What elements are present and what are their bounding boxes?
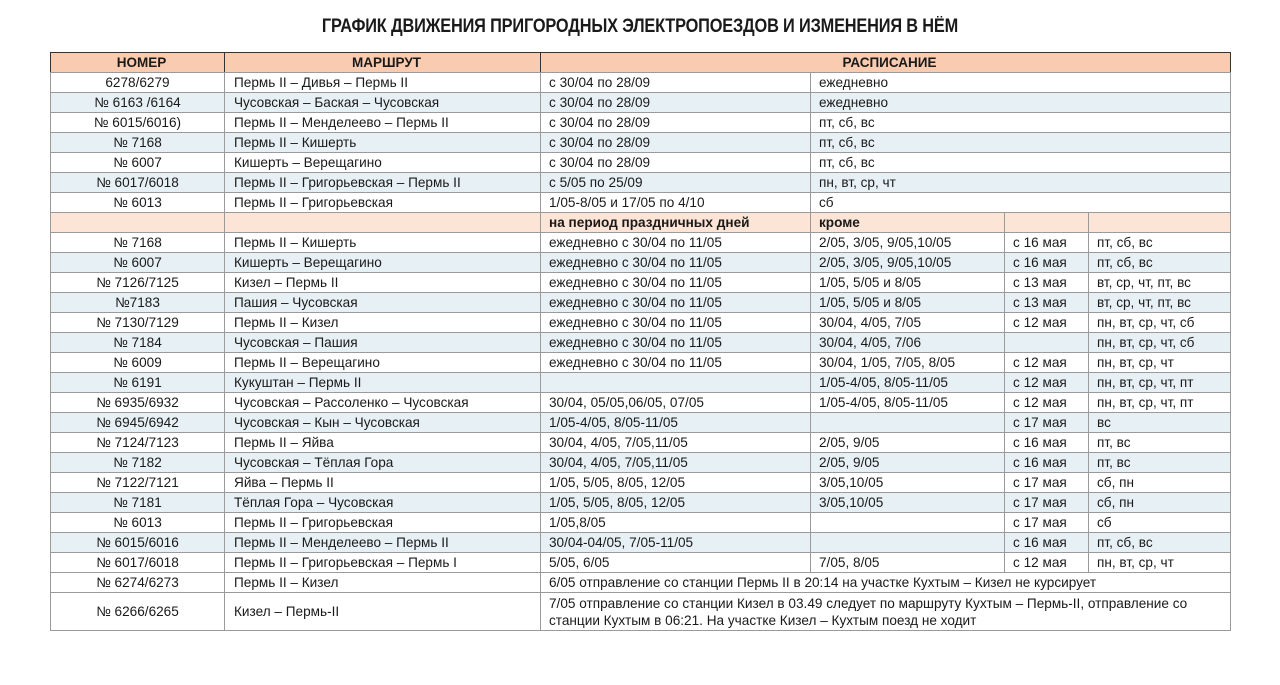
holiday-cell: 1/05, 5/05, 8/05, 12/05 xyxy=(541,493,811,513)
table-row xyxy=(51,93,1231,113)
days-cell: вт, ср, чт, пт, вс xyxy=(1089,273,1231,293)
subheader-row xyxy=(51,213,1231,233)
note-cell: 6/05 отправление со станции Пермь II в 20:14 на участке Кухтым – Кизел не курсирует xyxy=(541,573,1231,593)
train-number: № 7168 xyxy=(51,233,225,253)
train-number: № 7168 xyxy=(51,133,225,153)
except-cell: 1/05, 5/05 и 8/05 xyxy=(811,273,1005,293)
table-row xyxy=(51,273,1231,293)
route-cell: Пермь II – Верещагино xyxy=(225,353,541,373)
except-cell: 30/04, 1/05, 7/05, 8/05 xyxy=(811,353,1005,373)
subheader-empty xyxy=(51,213,225,233)
train-number: № 6015/6016) xyxy=(51,113,225,133)
table-row xyxy=(51,493,1231,513)
table-row xyxy=(51,173,1231,193)
table-row xyxy=(51,373,1231,393)
except-cell: 3/05,10/05 xyxy=(811,493,1005,513)
table-row xyxy=(51,413,1231,433)
route-cell: Чусовская – Рассоленко – Чусовская xyxy=(225,393,541,413)
period-cell: с 5/05 по 25/09 xyxy=(541,173,811,193)
table-row xyxy=(51,73,1231,93)
except-cell: 7/05, 8/05 xyxy=(811,553,1005,573)
route-cell: Пашия – Чусовская xyxy=(225,293,541,313)
holiday-cell: ежедневно с 30/04 по 11/05 xyxy=(541,233,811,253)
from-cell: с 17 мая xyxy=(1005,493,1089,513)
except-cell: 1/05-4/05, 8/05-11/05 xyxy=(811,373,1005,393)
train-number: № 7182 xyxy=(51,453,225,473)
from-cell: с 12 мая xyxy=(1005,313,1089,333)
table-row xyxy=(51,553,1231,573)
table-row xyxy=(51,193,1231,213)
route-cell: Пермь II – Кизел xyxy=(225,313,541,333)
holiday-cell: ежедневно с 30/04 по 11/05 xyxy=(541,313,811,333)
days-cell: пн, вт, ср, чт, сб xyxy=(1089,313,1231,333)
header-row xyxy=(51,53,1231,73)
period-cell: с 30/04 по 28/09 xyxy=(541,133,811,153)
train-number: № 7184 xyxy=(51,333,225,353)
table-row xyxy=(51,573,1231,593)
train-number: № 7124/7123 xyxy=(51,433,225,453)
days-cell: сб xyxy=(811,193,1231,213)
days-cell: пт, сб, вс xyxy=(811,153,1231,173)
route-cell: Пермь II – Григорьевская xyxy=(225,513,541,533)
from-cell: с 13 мая xyxy=(1005,293,1089,313)
train-number: № 6007 xyxy=(51,153,225,173)
days-cell: ежедневно xyxy=(811,73,1231,93)
holiday-cell: ежедневно с 30/04 по 11/05 xyxy=(541,353,811,373)
from-cell: с 16 мая xyxy=(1005,253,1089,273)
from-cell: с 16 мая xyxy=(1005,433,1089,453)
from-cell: с 17 мая xyxy=(1005,473,1089,493)
period-cell: с 30/04 по 28/09 xyxy=(541,73,811,93)
except-cell: 3/05,10/05 xyxy=(811,473,1005,493)
days-cell: пт, вс xyxy=(1089,453,1231,473)
route-cell: Чусовская – Тёплая Гора xyxy=(225,453,541,473)
holiday-cell: ежедневно с 30/04 по 11/05 xyxy=(541,253,811,273)
days-cell: пн, вт, ср, чт xyxy=(811,173,1231,193)
train-number: № 6009 xyxy=(51,353,225,373)
table-row xyxy=(51,333,1231,353)
subheader-holiday: на период праздничных дней xyxy=(541,213,811,233)
train-number: № 7181 xyxy=(51,493,225,513)
days-cell: пн, вт, ср, чт, сб xyxy=(1089,333,1231,353)
except-cell xyxy=(811,413,1005,433)
route-cell: Пермь II – Менделеево – Пермь II xyxy=(225,533,541,553)
except-cell: 2/05, 9/05 xyxy=(811,453,1005,473)
days-cell: пт, вс xyxy=(1089,433,1231,453)
except-cell xyxy=(811,513,1005,533)
holiday-cell: 5/05, 6/05 xyxy=(541,553,811,573)
header-number: НОМЕР xyxy=(51,53,225,73)
header-route: МАРШРУТ xyxy=(225,53,541,73)
route-cell: Тёплая Гора – Чусовская xyxy=(225,493,541,513)
route-cell: Чусовская – Баская – Чусовская xyxy=(225,93,541,113)
except-cell: 1/05, 5/05 и 8/05 xyxy=(811,293,1005,313)
holiday-cell: 1/05,8/05 xyxy=(541,513,811,533)
train-number: № 6274/6273 xyxy=(51,573,225,593)
from-cell: с 12 мая xyxy=(1005,553,1089,573)
days-cell: сб, пн xyxy=(1089,473,1231,493)
table-row xyxy=(51,353,1231,373)
train-number: № 6266/6265 xyxy=(51,593,225,631)
period-cell: 1/05-8/05 и 17/05 по 4/10 xyxy=(541,193,811,213)
table-row xyxy=(51,433,1231,453)
train-number: № 6945/6942 xyxy=(51,413,225,433)
train-number: № 6017/6018 xyxy=(51,553,225,573)
days-cell: вс xyxy=(1089,413,1231,433)
period-cell: с 30/04 по 28/09 xyxy=(541,93,811,113)
route-cell: Пермь II – Григорьевская – Пермь II xyxy=(225,173,541,193)
train-number: № 6163 /6164 xyxy=(51,93,225,113)
except-cell: 2/05, 3/05, 9/05,10/05 xyxy=(811,233,1005,253)
table-row xyxy=(51,253,1231,273)
route-cell: Кизел – Пермь II xyxy=(225,273,541,293)
route-cell: Пермь II – Дивья – Пермь II xyxy=(225,73,541,93)
train-number: № 6013 xyxy=(51,513,225,533)
days-cell: пн, вт, ср, чт xyxy=(1089,353,1231,373)
train-number: № 6007 xyxy=(51,253,225,273)
days-cell: пт, сб, вс xyxy=(1089,533,1231,553)
table-row xyxy=(51,293,1231,313)
route-cell: Пермь II – Кизел xyxy=(225,573,541,593)
days-cell: пн, вт, ср, чт, пт xyxy=(1089,393,1231,413)
route-cell: Кукуштан – Пермь II xyxy=(225,373,541,393)
days-cell: пт, сб, вс xyxy=(811,113,1231,133)
route-cell: Пермь II – Кишерть xyxy=(225,233,541,253)
route-cell: Кишерть – Верещагино xyxy=(225,253,541,273)
subheader-empty xyxy=(225,213,541,233)
route-cell: Яйва – Пермь II xyxy=(225,473,541,493)
except-cell: 2/05, 3/05, 9/05,10/05 xyxy=(811,253,1005,273)
route-cell: Пермь II – Григорьевская – Пермь I xyxy=(225,553,541,573)
route-cell: Пермь II – Яйва xyxy=(225,433,541,453)
table-row xyxy=(51,233,1231,253)
from-cell: с 12 мая xyxy=(1005,373,1089,393)
train-number: № 6015/6016 xyxy=(51,533,225,553)
except-cell: 2/05, 9/05 xyxy=(811,433,1005,453)
holiday-cell: 1/05-4/05, 8/05-11/05 xyxy=(541,413,811,433)
from-cell: с 16 мая xyxy=(1005,453,1089,473)
route-cell: Кизел – Пермь-II xyxy=(225,593,541,631)
table-row xyxy=(51,153,1231,173)
page-title: ГРАФИК ДВИЖЕНИЯ ПРИГОРОДНЫХ ЭЛЕКТРОПОЕЗДОВ И ИЗМЕНЕНИЯ В НЁМ xyxy=(321,16,959,37)
holiday-cell: ежедневно с 30/04 по 11/05 xyxy=(541,273,811,293)
table-row xyxy=(51,533,1231,553)
subheader-empty xyxy=(1005,213,1089,233)
from-cell: с 12 мая xyxy=(1005,393,1089,413)
table-row xyxy=(51,513,1231,533)
train-number: № 6935/6932 xyxy=(51,393,225,413)
days-cell: пт, сб, вс xyxy=(1089,253,1231,273)
holiday-cell: 30/04, 05/05,06/05, 07/05 xyxy=(541,393,811,413)
table-row xyxy=(51,313,1231,333)
from-cell: с 16 мая xyxy=(1005,233,1089,253)
from-cell xyxy=(1005,333,1089,353)
route-cell: Чусовская – Пашия xyxy=(225,333,541,353)
route-cell: Пермь II – Кишерть xyxy=(225,133,541,153)
table-row xyxy=(51,133,1231,153)
except-cell: 30/04, 4/05, 7/06 xyxy=(811,333,1005,353)
period-cell: с 30/04 по 28/09 xyxy=(541,113,811,133)
except-cell xyxy=(811,533,1005,553)
schedule-table xyxy=(50,52,1231,631)
days-cell: пн, вт, ср, чт, пт xyxy=(1089,373,1231,393)
from-cell: с 17 мая xyxy=(1005,413,1089,433)
holiday-cell: 30/04-04/05, 7/05-11/05 xyxy=(541,533,811,553)
table-row xyxy=(51,393,1231,413)
period-cell: с 30/04 по 28/09 xyxy=(541,153,811,173)
route-cell: Пермь II – Григорьевская xyxy=(225,193,541,213)
route-cell: Чусовская – Кын – Чусовская xyxy=(225,413,541,433)
from-cell: с 16 мая xyxy=(1005,533,1089,553)
train-number: № 6017/6018 xyxy=(51,173,225,193)
holiday-cell: 1/05, 5/05, 8/05, 12/05 xyxy=(541,473,811,493)
train-number: № 7130/7129 xyxy=(51,313,225,333)
route-cell: Кишерть – Верещагино xyxy=(225,153,541,173)
subheader-except: кроме xyxy=(811,213,1005,233)
train-number: № 6013 xyxy=(51,193,225,213)
days-cell: вт, ср, чт, пт, вс xyxy=(1089,293,1231,313)
train-number: №7183 xyxy=(51,293,225,313)
table-row xyxy=(51,593,1231,631)
holiday-cell xyxy=(541,373,811,393)
holiday-cell: 30/04, 4/05, 7/05,11/05 xyxy=(541,453,811,473)
from-cell: с 17 мая xyxy=(1005,513,1089,533)
holiday-cell: ежедневно с 30/04 по 11/05 xyxy=(541,293,811,313)
except-cell: 1/05-4/05, 8/05-11/05 xyxy=(811,393,1005,413)
train-number: № 7126/7125 xyxy=(51,273,225,293)
subheader-empty xyxy=(1089,213,1231,233)
route-cell: Пермь II – Менделеево – Пермь II xyxy=(225,113,541,133)
days-cell: сб, пн xyxy=(1089,493,1231,513)
table-row xyxy=(51,453,1231,473)
note-cell: 7/05 отправление со станции Кизел в 03.49 следует по маршруту Кухтым – Пермь-II, отправление со станции Кухтым в 06:21. На участке Кизел – Кухтым поезд не ходит xyxy=(541,593,1231,631)
days-cell: сб xyxy=(1089,513,1231,533)
holiday-cell: 30/04, 4/05, 7/05,11/05 xyxy=(541,433,811,453)
table-row xyxy=(51,473,1231,493)
train-number: № 6191 xyxy=(51,373,225,393)
days-cell: пн, вт, ср, чт xyxy=(1089,553,1231,573)
train-number: № 7122/7121 xyxy=(51,473,225,493)
from-cell: с 12 мая xyxy=(1005,353,1089,373)
holiday-cell: ежедневно с 30/04 по 11/05 xyxy=(541,333,811,353)
from-cell: с 13 мая xyxy=(1005,273,1089,293)
table-row xyxy=(51,113,1231,133)
header-schedule: РАСПИСАНИЕ xyxy=(541,53,1231,73)
days-cell: ежедневно xyxy=(811,93,1231,113)
except-cell: 30/04, 4/05, 7/05 xyxy=(811,313,1005,333)
train-number: 6278/6279 xyxy=(51,73,225,93)
days-cell: пт, сб, вс xyxy=(811,133,1231,153)
days-cell: пт, сб, вс xyxy=(1089,233,1231,253)
